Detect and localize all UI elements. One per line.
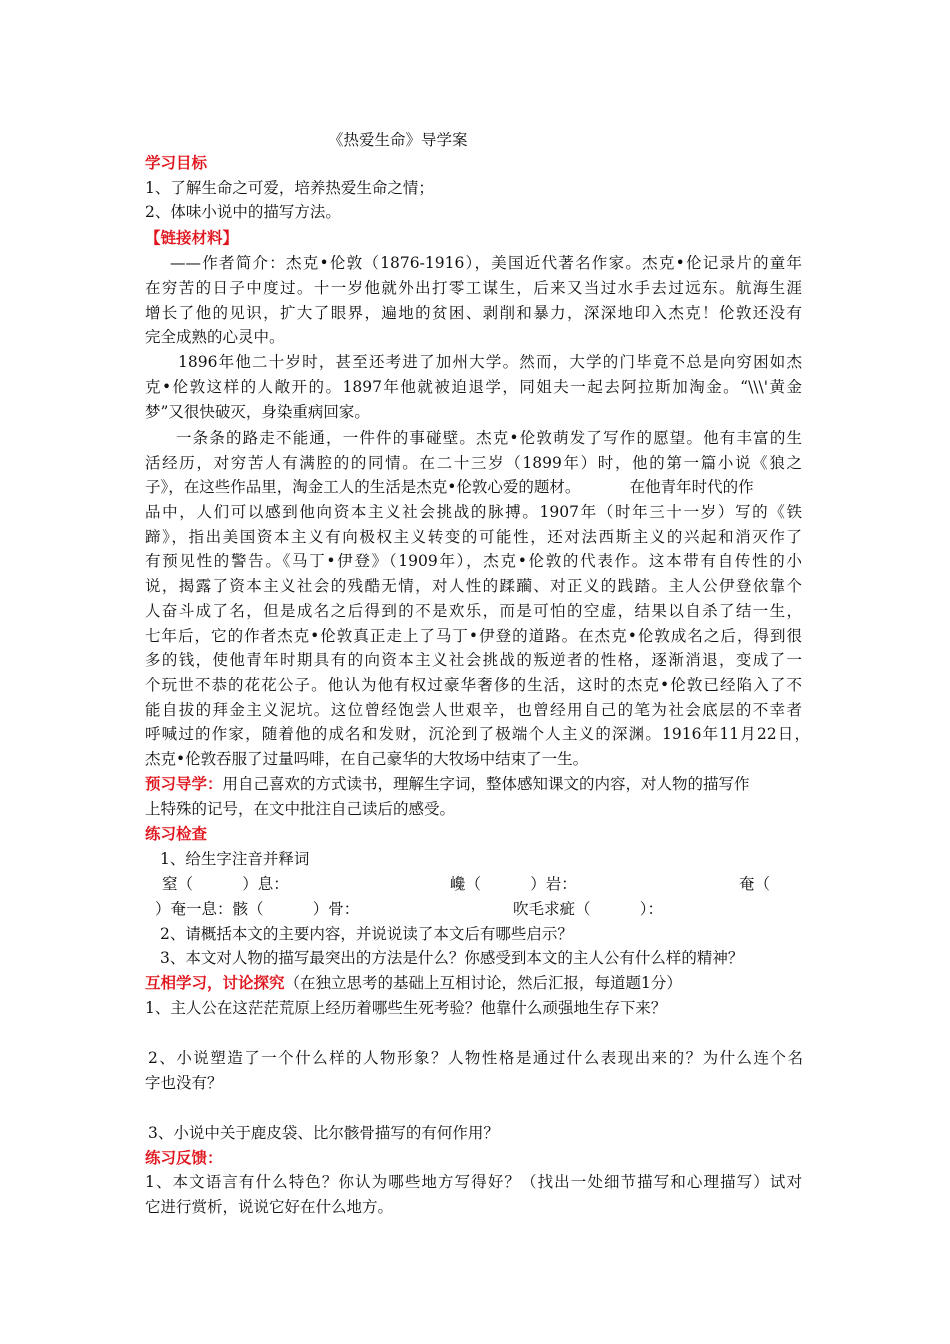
bio-line: 杰克•伦敦吞服了过量吗啡，在自己豪华的大牧场中结束了一生。 xyxy=(145,750,589,768)
bio-line: 增长了他的见识，扩大了眼界，遍地的贫困、剥削和暴力，深深地印入杰克！伦敦还没有 xyxy=(145,304,802,322)
discuss-question-2-line2: 字也没有？ xyxy=(145,1074,223,1092)
vocab-item: 奄（ xyxy=(739,875,771,893)
bio-line: 完全成熟的心灵中。 xyxy=(145,328,285,346)
preview-heading: 预习导学： xyxy=(145,774,223,793)
discuss-question-1: 1、主人公在这茫茫荒原上经历着哪些生死考验？他靠什么顽强地生存下来？ xyxy=(145,999,667,1017)
practice-question-3: 3、本文对人物的描写最突出的方法是什么？你感受到本文的主人公有什么样的精神？ xyxy=(160,949,744,967)
discuss-heading-line xyxy=(145,971,817,995)
bio-line: 一条条的路走不能通，一件件的事碰壁。杰克•伦敦萌发了写作的愿望。他有丰富的生 xyxy=(176,429,802,447)
discuss-question-2: 2、小说塑造了一个什么样的人物形象？人物性格是通过什么表现出来的？为什么连个名 xyxy=(148,1049,803,1067)
discuss-note: （在独立思考的基础上互相讨论，然后汇报，每道题1分） xyxy=(284,974,682,992)
vocab-item: 巉（ ）岩： xyxy=(450,875,577,893)
bio-line: 品中，人们可以感到他向资本主义社会挑战的脉搏。1907年（时年三十一岁）写的《铁 xyxy=(145,503,802,521)
bio-line: 在穷苦的日子中度过。十一岁他就外出打零工谋生，后来又当过水手去过远东。航海生涯 xyxy=(145,279,802,297)
link-material-heading: 【链接材料】 xyxy=(145,228,239,247)
bio-line: 活经历，对穷苦人有满腔的的同情。在二十三岁（1899年）时，他的第一篇小说《狼之 xyxy=(145,454,802,472)
bio-line: 人奋斗成了名，但是成名之后得到的不是欢乐，而是可怕的空虚，结果以自杀了结一生， xyxy=(145,602,802,620)
practice-question-1: 1、给生字注音并释词 xyxy=(160,850,310,868)
bio-line: 克•伦敦这样的人敞开的。1897年他就被迫退学，同姐夫一起去阿拉斯加淘金。“\\\'黄金 xyxy=(145,378,802,396)
bio-line: 子》，在这些作品里，淘金工人的生活是杰克•伦敦心爱的题材。 在他青年时代的作 xyxy=(145,478,754,496)
bio-line: 个玩世不恭的花花公子。他认为他有权过豪华奢侈的生活，这时的杰克•伦敦已经陷入了不 xyxy=(145,676,802,694)
discuss-question-3: 3、小说中关于鹿皮袋、比尔骸骨描写的有何作用？ xyxy=(148,1124,499,1142)
bio-line: 梦”又很快破灭，身染重病回家。 xyxy=(145,403,370,421)
bio-line: 七年后，它的作者杰克•伦敦真正走上了马丁•伊登的道路。在杰克•伦敦成名之后，得到很 xyxy=(145,627,802,645)
preview-text-line2: 上特殊的记号，在文中批注自己读后的感受。 xyxy=(145,800,456,818)
practice-question-2: 2、请概括本文的主要内容，并说说读了本文后有哪些启示？ xyxy=(160,925,573,943)
preview-text: 用自己喜欢的方式读书，理解生字词，整体感知课文的内容，对人物的描写作 xyxy=(222,775,750,793)
preview-paragraph xyxy=(145,772,817,796)
vocab-row-1 xyxy=(145,872,817,896)
document-title: 《热爱生命》导学案 xyxy=(328,131,468,149)
feedback-question-1-line2: 它进行赏析，说说它好在什么地方。 xyxy=(145,1198,394,1216)
bio-line: 能自拔的拜金主义泥坑。这位曾经饱尝人世艰辛，也曾经用自己的笔为社会底层的不幸者 xyxy=(145,701,802,719)
feedback-heading: 练习反馈： xyxy=(145,1148,223,1167)
discuss-heading: 互相学习，讨论探究 xyxy=(145,973,285,992)
bio-line: 有预见性的警告。《马丁•伊登》（1909年），杰克•伦敦的代表作。这本带有自传性的小 xyxy=(145,552,802,570)
goal-item: 1、了解生命之可爱，培养热爱生命之情； xyxy=(145,179,434,197)
vocab-item: ）奄一息：骸（ ）骨： xyxy=(155,900,360,918)
goal-item: 2、体味小说中的描写方法。 xyxy=(145,203,341,221)
vocab-item: 吹毛求疵（ ）： xyxy=(513,900,664,918)
vocab-row-2 xyxy=(145,897,817,921)
bio-line: ——作者简介：杰克•伦敦（1876-1916），美国近代著名作家。杰克•伦记录片的童年 xyxy=(170,254,802,272)
bio-line: 说，揭露了资本主义社会的残酷无情，对人性的蹂躏、对正义的践踏。主人公伊登依靠个 xyxy=(145,577,802,595)
feedback-question-1: 1、本文语言有什么特色？你认为哪些地方写得好？（找出一处细节描写和心理描写）试对 xyxy=(145,1173,802,1191)
bio-line: 多的钱，使他青年时期具有的向资本主义社会挑战的叛逆者的性格，逐渐消退，变成了一 xyxy=(145,651,802,669)
vocab-item: 窒（ ）息： xyxy=(162,875,289,893)
bio-line: 蹄》，指出美国资本主义有向极权主义转变的可能性，还对法西斯主义的兴起和消灭作了 xyxy=(145,528,802,546)
bio-line: 呼喊过的作家，随着他的成名和发财，沉沦到了极端个人主义的深渊。1916年11月22日， xyxy=(145,725,810,743)
goals-heading: 学习目标 xyxy=(145,153,208,172)
bio-line: 1896年他二十岁时，甚至还考进了加州大学。然而，大学的门毕竟不总是向穷困如杰 xyxy=(178,353,802,371)
practice-heading: 练习检查 xyxy=(145,824,208,843)
